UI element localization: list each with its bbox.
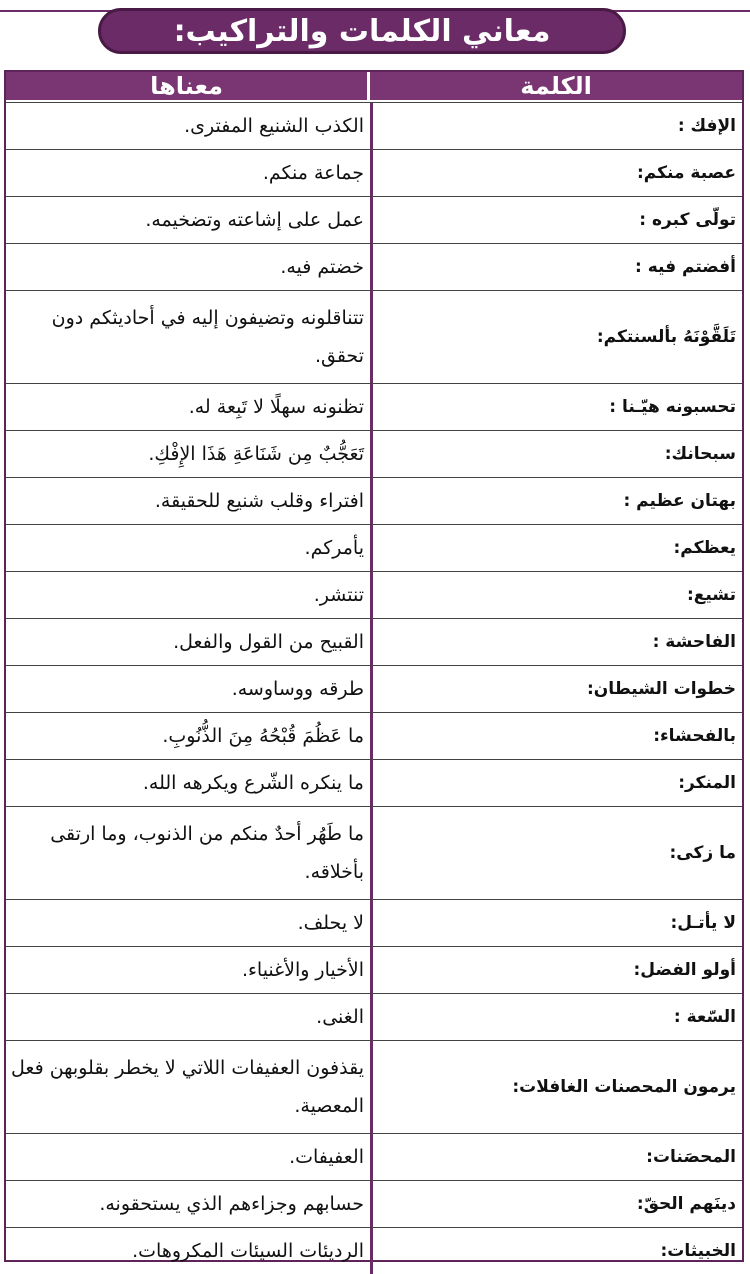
meaning-cell: تَعَجُّبٌ مِن شَنَاعَةِ هَذَا الإِفْكِ. bbox=[148, 443, 364, 465]
meaning-cell: الغنى. bbox=[316, 1006, 364, 1028]
table-row bbox=[6, 149, 742, 196]
word-cell: تَلَقَّوْنَهُ بألسنتكم: bbox=[370, 291, 742, 383]
meaning-cell: خضتم فيه. bbox=[280, 256, 364, 278]
meaning-cell: الأخيار والأغنياء. bbox=[241, 959, 364, 981]
table-row bbox=[6, 1180, 742, 1227]
meaning-cell: ما طَهُر أحدٌ منكم من الذنوب، وما ارتقى بأخلاقه. bbox=[50, 823, 364, 883]
table-row bbox=[6, 665, 742, 712]
word-cell: الخبيثات: bbox=[370, 1228, 742, 1274]
meaning-cell: تظنونه سهلًا لا تَبِعة له. bbox=[188, 396, 364, 418]
table-row bbox=[6, 290, 742, 383]
meaning-cell: العفيفات. bbox=[289, 1146, 364, 1168]
table-header bbox=[6, 72, 742, 102]
word-cell: بهتان عظيم : bbox=[370, 478, 742, 524]
word-cell: المنكر: bbox=[370, 760, 742, 806]
table-body bbox=[6, 102, 742, 1274]
table-row bbox=[6, 806, 742, 899]
word-cell: تولّى كبره : bbox=[370, 197, 742, 243]
meaning-cell: القبيح من القول والفعل. bbox=[173, 631, 364, 653]
header-word: الكلمة bbox=[367, 72, 742, 100]
table-row bbox=[6, 993, 742, 1040]
header-meaning: معناها bbox=[150, 72, 223, 100]
table-row bbox=[6, 899, 742, 946]
word-cell: تشيع: bbox=[370, 572, 742, 618]
table-row bbox=[6, 477, 742, 524]
table-row bbox=[6, 196, 742, 243]
meaning-cell: الكذب الشنيع المفترى. bbox=[184, 115, 364, 137]
word-cell: يرمون المحصنات الغافلات: bbox=[370, 1041, 742, 1133]
meaning-cell: حسابهم وجزاءهم الذي يستحقونه. bbox=[99, 1193, 364, 1215]
page-title: معاني الكلمات والتراكيب: bbox=[98, 8, 626, 54]
table-row bbox=[6, 383, 742, 430]
meaning-cell: يأمركم. bbox=[304, 537, 364, 559]
meaning-cell: تتناقلونه وتضيفون إليه في أحاديثكم دون تحقق. bbox=[51, 307, 364, 367]
meaning-cell: ما عَظُمَ قُبْحُهُ مِنَ الذُّنُوبِ. bbox=[162, 725, 364, 747]
meaning-cell: عمل على إشاعته وتضخيمه. bbox=[145, 209, 364, 231]
word-cell: بالفحشاء: bbox=[370, 713, 742, 759]
table-row bbox=[6, 618, 742, 665]
vocabulary-table bbox=[4, 70, 744, 1262]
meaning-cell: يقذفون العفيفات اللاتي لا يخطر بقلوبهن فعل المعصية. bbox=[11, 1057, 364, 1117]
word-cell: دينَهم الحقّ: bbox=[370, 1181, 742, 1227]
meaning-cell: لا يحلف. bbox=[297, 912, 364, 934]
meaning-cell: الرديئات السيئات المكروهات. bbox=[132, 1240, 364, 1262]
meaning-cell: افتراء وقلب شنيع للحقيقة. bbox=[154, 490, 364, 512]
word-cell: خطوات الشيطان: bbox=[370, 666, 742, 712]
word-cell: تحسبونه هيّـنا : bbox=[370, 384, 742, 430]
table-row bbox=[6, 243, 742, 290]
table-row bbox=[6, 430, 742, 477]
meaning-cell: ما ينكره الشّرع ويكرهه الله. bbox=[142, 772, 364, 794]
word-cell: سبحانك: bbox=[370, 431, 742, 477]
meaning-cell: تنتشر. bbox=[313, 584, 364, 606]
word-cell: أفضتم فيه : bbox=[370, 244, 742, 290]
table-row bbox=[6, 712, 742, 759]
meaning-cell: طرقه ووساوسه. bbox=[231, 678, 364, 700]
table-row bbox=[6, 759, 742, 806]
table-row bbox=[6, 946, 742, 993]
table-row bbox=[6, 1040, 742, 1133]
word-cell: يعظكم: bbox=[370, 525, 742, 571]
meaning-cell: جماعة منكم. bbox=[262, 162, 364, 184]
table-row bbox=[6, 1133, 742, 1180]
word-cell: المحصَنات: bbox=[370, 1134, 742, 1180]
word-cell: الإفك : bbox=[370, 103, 742, 149]
word-cell: عصبة منكم: bbox=[370, 150, 742, 196]
word-cell: السّعة : bbox=[370, 994, 742, 1040]
word-cell: لا يأتـل: bbox=[370, 900, 742, 946]
word-cell: ما زكى: bbox=[370, 807, 742, 899]
table-row bbox=[6, 524, 742, 571]
table-row bbox=[6, 102, 742, 149]
word-cell: الفاحشة : bbox=[370, 619, 742, 665]
word-cell: أولو الفضل: bbox=[370, 947, 742, 993]
table-row bbox=[6, 571, 742, 618]
table-row bbox=[6, 1227, 742, 1274]
